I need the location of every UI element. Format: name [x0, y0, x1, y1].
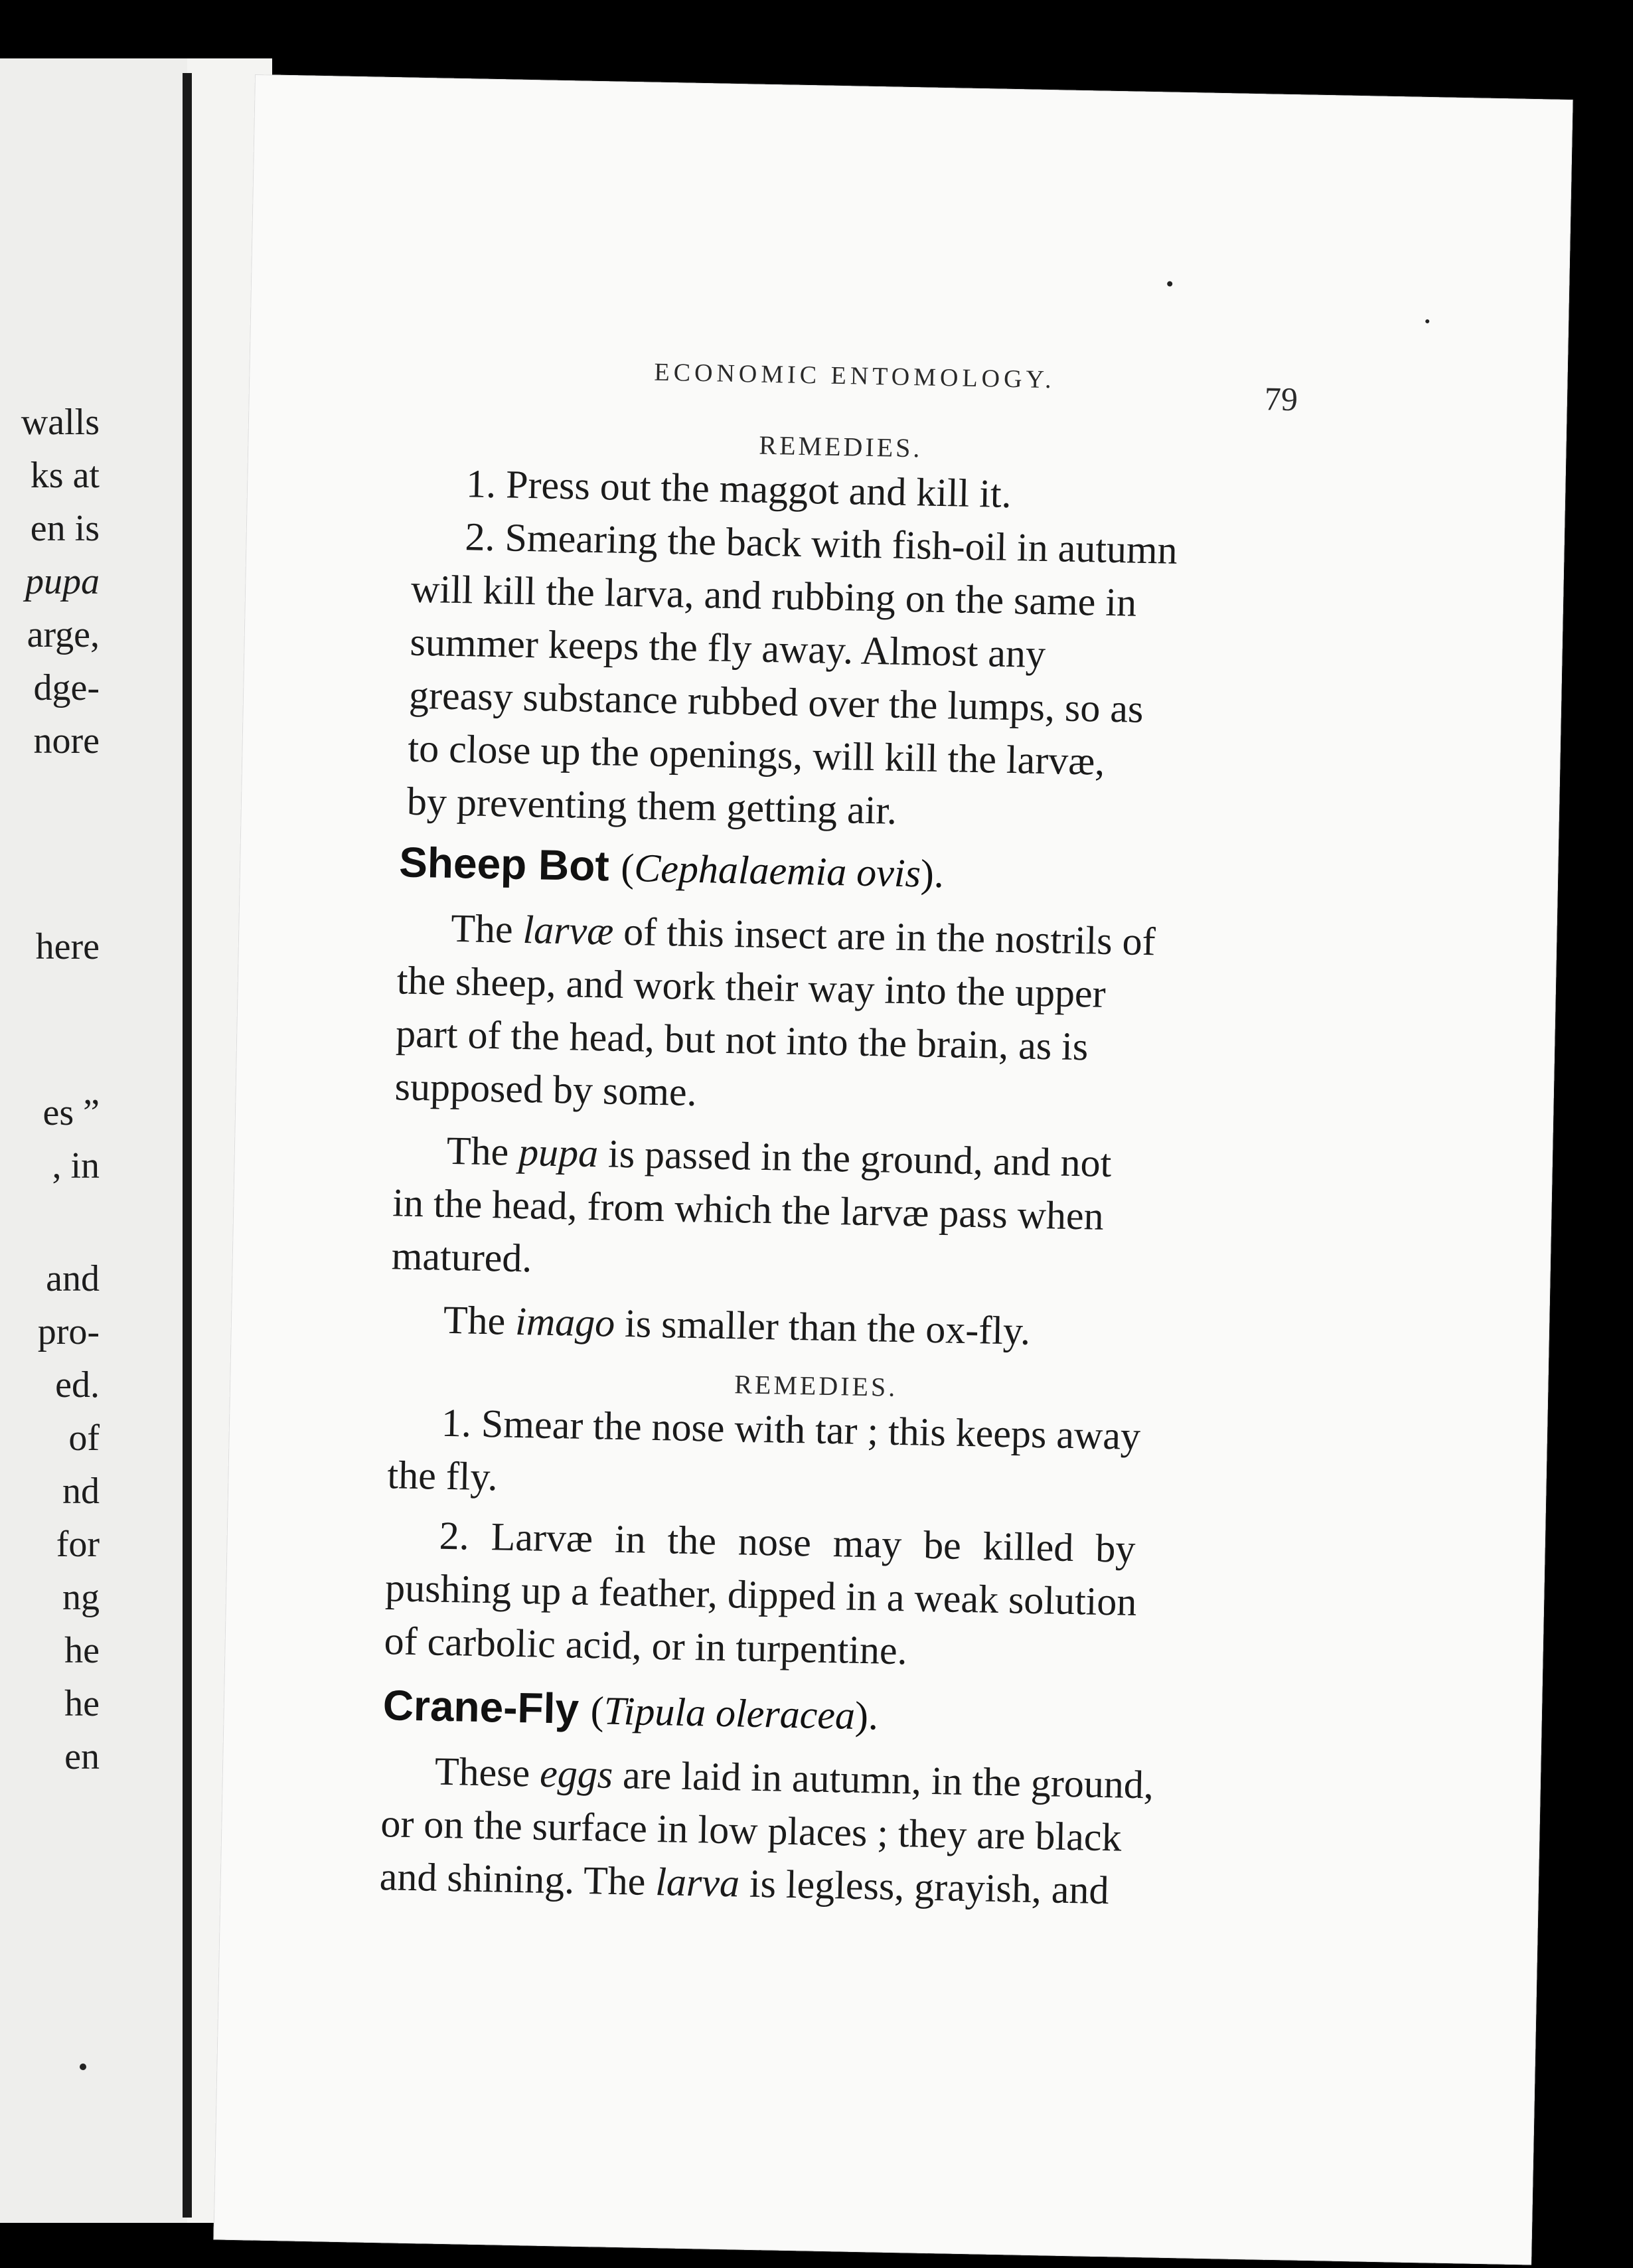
text-line: in the head, from which the larvæ pass when	[392, 1180, 1105, 1238]
text-line: greasy substance rubbed over the lumps, so as	[408, 673, 1144, 731]
text-line	[434, 1751, 1154, 1805]
left-page-fragment: en is	[30, 508, 100, 549]
remedies-subheading: REMEDIES.	[758, 430, 923, 463]
crane-fly-scientific-name-wrap: (Tipula oleracea).	[590, 1688, 879, 1738]
left-page-fragment: ng	[62, 1577, 100, 1618]
term-larvae: larvæ	[522, 907, 614, 953]
remedies-subheading: REMEDIES.	[734, 1369, 898, 1402]
left-page-fragment: he	[64, 1630, 100, 1671]
text-run: These	[434, 1749, 540, 1795]
left-page-fragment: and	[46, 1258, 100, 1299]
text-line: 2. Larvæ in the nose may be killed by	[439, 1513, 1136, 1571]
book-spine-divider	[183, 73, 192, 2218]
left-page-fragment: here	[35, 926, 100, 967]
left-page-fragment: pro-	[37, 1311, 100, 1352]
text-run: is legless, grayish, and	[739, 1861, 1110, 1913]
ink-speck	[80, 2064, 86, 2070]
left-page-fragment: , in	[52, 1145, 100, 1186]
sheep-bot-scientific-name-wrap: (Cephalaemia ovis).	[620, 845, 945, 896]
text-line: 2. Smearing the back with fish-oil in autumn	[465, 515, 1178, 572]
text-line	[446, 1128, 1112, 1186]
term-larva: larva	[655, 1860, 740, 1905]
sheep-bot-title: Sheep Bot	[398, 838, 610, 890]
text-line: 1. Smear the nose with tar ; this keeps away	[441, 1400, 1141, 1458]
text-run: is smaller than the ox-fly.	[614, 1301, 1031, 1353]
left-page-fragment: es ”	[42, 1092, 100, 1133]
text-run: The	[446, 1128, 519, 1174]
text-line: part of the head, but not into the brain, as is	[395, 1011, 1089, 1069]
text-line	[443, 1297, 1031, 1353]
left-page-fragment: walls	[21, 402, 100, 443]
text-line: of carbolic acid, or in turpentine.	[384, 1619, 908, 1673]
term-imago: imago	[514, 1299, 615, 1345]
page-number: 79	[1264, 380, 1298, 418]
crane-fly-scientific-name: Tipula oleracea	[603, 1688, 856, 1738]
ink-speck	[1167, 281, 1172, 286]
text-line: summer keeps the fly away. Almost any	[410, 619, 1046, 677]
sheep-bot-scientific-name: Cephalaemia ovis	[633, 846, 921, 896]
text-run: of this insect are in the nostrils of	[613, 909, 1156, 964]
right-page	[213, 74, 1573, 2265]
text-line: 1. Press out the maggot and kill it.	[465, 461, 1012, 516]
text-line: by preventing them getting air.	[406, 779, 897, 833]
left-page-fragment: ed.	[55, 1364, 100, 1406]
left-page-fragment: for	[56, 1524, 100, 1565]
term-pupa: pupa	[518, 1129, 599, 1176]
text-line: to close up the openings, will kill the larvæ,	[407, 726, 1105, 783]
text-line: the sheep, and work their way into the upper	[396, 958, 1107, 1016]
term-eggs: eggs	[539, 1751, 613, 1797]
ink-speck	[1425, 319, 1429, 323]
left-page-fragment: ks at	[30, 455, 100, 496]
text-line: or on the surface in low places ; they are black	[380, 1801, 1123, 1860]
left-page	[0, 58, 187, 2223]
text-line	[450, 906, 1156, 964]
text-run: The	[443, 1297, 516, 1343]
text-line: pushing up a feather, dipped in a weak solution	[384, 1566, 1138, 1624]
sheep-bot-heading	[398, 838, 945, 896]
text-line	[379, 1854, 1110, 1913]
left-page-fragment: he	[64, 1683, 100, 1724]
text-run: The	[450, 906, 524, 951]
left-page-fragment: pupa	[25, 561, 100, 602]
crane-fly-heading	[382, 1681, 879, 1738]
running-title: ECONOMIC ENTOMOLOGY.	[654, 358, 1055, 394]
text-line: supposed by some.	[394, 1064, 698, 1115]
text-line: matured.	[391, 1234, 533, 1281]
left-page-fragment: nore	[33, 720, 100, 762]
left-page-fragment: en	[64, 1736, 100, 1777]
crane-fly-title: Crane-Fly	[382, 1681, 580, 1733]
left-page-fragment: arge,	[27, 614, 100, 655]
left-page-fragment: dge-	[33, 667, 100, 708]
left-page-fragment: nd	[62, 1471, 100, 1512]
text-run: is passed in the ground, and not	[597, 1131, 1112, 1186]
text-line: will kill the larva, and rubbing on the same in	[410, 566, 1137, 625]
text-line: the fly.	[386, 1453, 499, 1499]
text-run: and shining. The	[379, 1854, 657, 1904]
text-run: are laid in autumn, in the ground,	[612, 1752, 1154, 1807]
left-page-fragment: of	[68, 1418, 100, 1459]
